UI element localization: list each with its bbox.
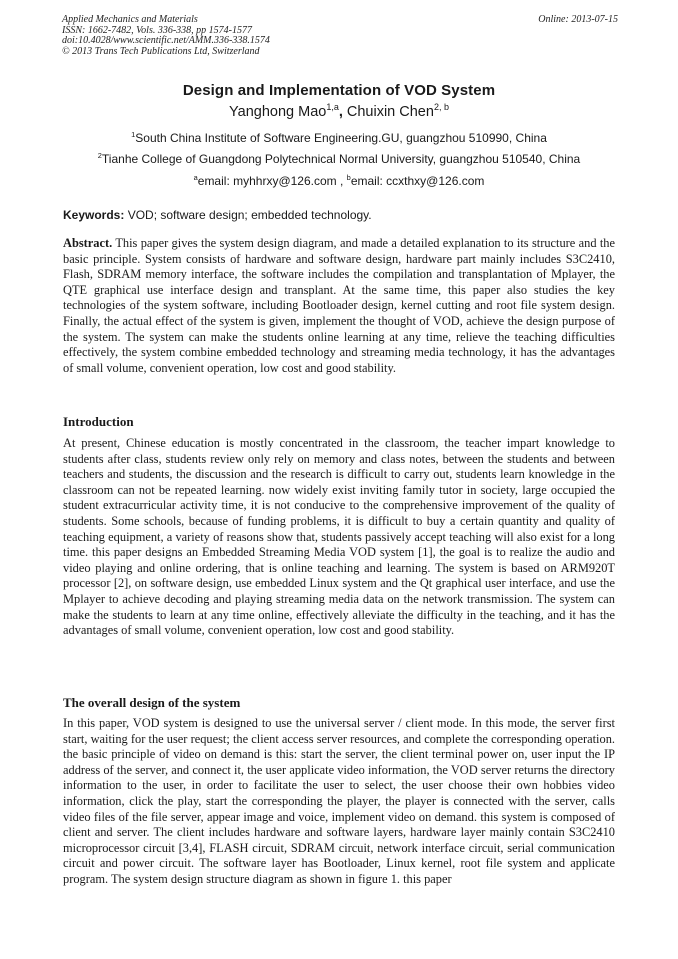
email-line: [0, 174, 678, 188]
author-2-sup: 2, b: [433, 102, 449, 113]
keywords: [63, 208, 619, 222]
author-line: [0, 104, 678, 120]
journal-name: Applied Mechanics and Materials: [62, 14, 198, 25]
abstract-text: This paper gives the system design diagram, and made a detailed explanation to its structure and the basic principle. System consists of hardware and software design, hardware part mainly includes S3C2410, Flash, SDRAM memory interface, the software includes the compilation and transplantation of Mplayer, the QTE graphical use interface design and transplant. At the same time, this paper also studies the key technologies of the system software, including Bootloader design, kernel cutting and root file system design. Finally, the actual effect of the system is given, implement the thought of VOD, achieve the design purpose of the system. The system can make the students online learning at any time, relieve the teaching difficulties effectively, the system combine embedded technology and streaming media technology, it has the advantages of small volume, convenient operation, low cost and good stability.: [63, 236, 615, 375]
copyright-line: © 2013 Trans Tech Publications Ltd, Switzerland: [62, 45, 260, 57]
author-1-sup: 1,a: [326, 102, 339, 113]
affiliation-2-text: Tianhe College of Guangdong Polytechnical Normal University, guangzhou 510540, China: [101, 152, 581, 166]
paper-title: Design and Implementation of VOD System: [182, 82, 496, 99]
keywords-text: VOD; software design; embedded technology.: [124, 208, 372, 222]
overall-design-paragraph: In this paper, VOD system is designed to use the universal server / client mode. In this mode, the server first start, waiting for the user request; the client access server resources, and complete the corresponding operation. the basic principle of video on demand is this: start the server, the client terminal power on, user input the IP address of the server, and connect it, the user applicate video information, the VOD server returns the directory information to the user, in order to facilitate the user to select, the user choose their own hobbies video information, click the play, start the corresponding the player, the player is connected with the server, calls video files of the file server, appear image and voice, implement video on demand. this system is composed of client and server. The client includes hardware and software layers, hardware layer mainly contain S3C2410 microprocessor circuit [3,4], FLASH circuit, SDRAM circuit, network interface circuit, serial communication circuit and power circuit. The software layer has Bootloader, Linux kernel, root file system and applicate program. The system design structure diagram as shown in figure 1. this paper: [63, 716, 615, 886]
email-b-sup: b: [346, 173, 351, 182]
affiliation-1-text: South China Institute of Software Engineering.GU, guangzhou 510990, China: [135, 131, 547, 145]
email-a-sup: a: [193, 173, 198, 182]
doi-line: doi:10.4028/www.scientific.net/AMM.336-338.1574: [62, 35, 270, 47]
abstract-label: Abstract.: [63, 236, 113, 250]
abstract-paragraph: [63, 236, 615, 376]
section-heading-introduction: Introduction: [63, 414, 134, 429]
email-a-text: email: myhhrxy@126.com ,: [197, 174, 347, 188]
introduction-paragraph: At present, Chinese education is mostly concentrated in the classroom, the teacher impart knowledge to students after class, students review only rely on memory and class notes, between the students and between teachers and students, the discussion and the research is difficult to carry out, students learn knowledge in the classroom can not be repeated learning. now widely exist inviting family tutor in society, large occupied the student extracurricular activity time, it is not conducive to the comprehensive improvement of the quality of students. Some schools, because of funding problems, it is difficult to buy a certain quantity and quality of teaching equipment, a variety of reasons show that, students passively accept teaching will also exist for a long time. this paper designs an Embedded Streaming Media VOD system [1], the goal is to realize the audio and video playing and online ordering, that is online teaching and learning. The system is based on ARM920T processor [2], on software design, use embedded Linux system and the Qt graphical user interface, and use the Mplayer to achieve decoding and playing streaming media data on the network transmission. The system can make the students to learn at any time online, effectively alleviate the difficulty in the teaching, and it has the advantages of small volume, convenient operation, low cost and good stability.: [63, 436, 615, 638]
author-separator: ,: [338, 104, 347, 120]
journal-header: [62, 15, 618, 57]
issn-line: ISSN: 1662-7482, Vols. 336-338, pp 1574-1577: [62, 24, 252, 36]
keywords-label: Keywords:: [63, 208, 125, 222]
author-1-name: Yanghong Mao: [229, 104, 327, 120]
online-date: Online: 2013-07-15: [538, 14, 618, 25]
section-heading-overall-design: The overall design of the system: [63, 695, 241, 710]
email-b-text: email: ccxthxy@126.com: [350, 174, 485, 188]
affiliation-2: [0, 152, 678, 166]
affiliation-1: [0, 131, 678, 145]
affiliation-2-sup: 2: [97, 151, 102, 160]
author-2-name: Chuixin Chen: [346, 104, 434, 120]
affiliation-1-sup: 1: [131, 130, 136, 139]
